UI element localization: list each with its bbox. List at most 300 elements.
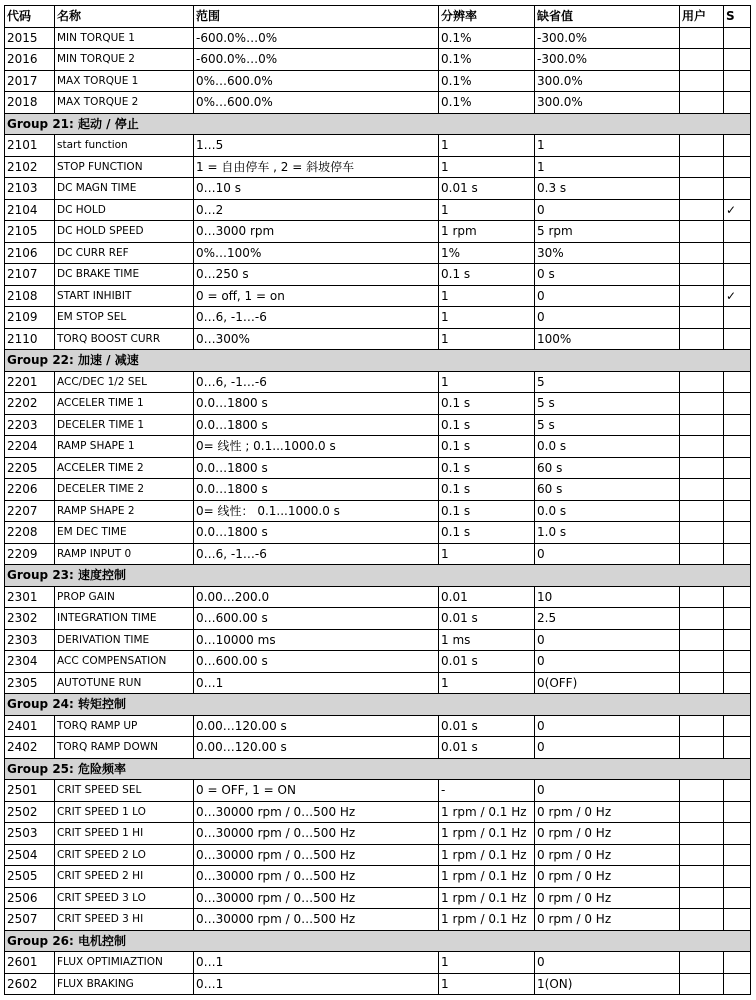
cell-code: 2016 — [5, 49, 55, 71]
cell-user — [680, 586, 724, 608]
cell-name: FLUX OPTIMIAZTION — [55, 952, 194, 974]
cell-default: 0 — [535, 651, 680, 673]
header-user: 用户 — [680, 6, 724, 28]
cell-s-check — [724, 522, 751, 544]
table-row — [5, 285, 751, 307]
cell-user — [680, 952, 724, 974]
cell-code: 2102 — [5, 156, 55, 178]
cell-default: 1.0 s — [535, 522, 680, 544]
cell-range: 1 = 自由停车 , 2 = 斜坡停车 — [194, 156, 439, 178]
cell-resolution: 0.01 s — [439, 715, 535, 737]
cell-code: 2103 — [5, 178, 55, 200]
cell-s-check — [724, 737, 751, 759]
cell-s-check — [724, 307, 751, 329]
cell-resolution: 0.01 s — [439, 737, 535, 759]
cell-user — [680, 457, 724, 479]
cell-name: CRIT SPEED SEL — [55, 780, 194, 802]
cell-code: 2301 — [5, 586, 55, 608]
cell-name: MAX TORQUE 2 — [55, 92, 194, 114]
parameter-table — [4, 5, 751, 995]
table-row — [5, 500, 751, 522]
cell-code: 2602 — [5, 973, 55, 995]
cell-range: 0…6, -1…-6 — [194, 543, 439, 565]
cell-user — [680, 285, 724, 307]
cell-range: 0…1 — [194, 672, 439, 694]
cell-resolution: 1 — [439, 371, 535, 393]
header-code: 代码 — [5, 6, 55, 28]
cell-default: 0 — [535, 737, 680, 759]
cell-s-check — [724, 393, 751, 415]
table-row — [5, 436, 751, 458]
cell-range: 0…6, -1…-6 — [194, 307, 439, 329]
cell-name: ACCELER TIME 2 — [55, 457, 194, 479]
cell-resolution: 0.1 s — [439, 500, 535, 522]
cell-resolution: 0.1 s — [439, 393, 535, 415]
cell-range: 0.0…1800 s — [194, 414, 439, 436]
cell-user — [680, 500, 724, 522]
cell-code: 2402 — [5, 737, 55, 759]
cell-range: 0.0…1800 s — [194, 522, 439, 544]
cell-s-check: ✓ — [724, 285, 751, 307]
cell-resolution: 1 — [439, 135, 535, 157]
cell-resolution: 0.1% — [439, 92, 535, 114]
cell-name: CRIT SPEED 1 LO — [55, 801, 194, 823]
header-s: S — [724, 6, 751, 28]
cell-default: 2.5 — [535, 608, 680, 630]
cell-s-check — [724, 651, 751, 673]
table-row — [5, 414, 751, 436]
cell-default: 0 rpm / 0 Hz — [535, 844, 680, 866]
cell-default: 0 rpm / 0 Hz — [535, 823, 680, 845]
cell-name: RAMP SHAPE 1 — [55, 436, 194, 458]
cell-default: 30% — [535, 242, 680, 264]
cell-name: DC MAGN TIME — [55, 178, 194, 200]
cell-resolution: 0.1 s — [439, 457, 535, 479]
cell-s-check — [724, 844, 751, 866]
cell-default: 0(OFF) — [535, 672, 680, 694]
cell-name: DERIVATION TIME — [55, 629, 194, 651]
cell-user — [680, 264, 724, 286]
cell-resolution: 1 — [439, 973, 535, 995]
cell-user — [680, 393, 724, 415]
table-row — [5, 221, 751, 243]
group-label: Group 22: 加速 / 减速 — [5, 350, 751, 372]
table-row — [5, 543, 751, 565]
cell-code: 2504 — [5, 844, 55, 866]
cell-name: TORQ RAMP DOWN — [55, 737, 194, 759]
table-row — [5, 178, 751, 200]
cell-name: STOP FUNCTION — [55, 156, 194, 178]
cell-s-check — [724, 909, 751, 931]
cell-default: 100% — [535, 328, 680, 350]
cell-name: CRIT SPEED 2 HI — [55, 866, 194, 888]
cell-code: 2601 — [5, 952, 55, 974]
table-row — [5, 264, 751, 286]
cell-range: 0…600.00 s — [194, 651, 439, 673]
cell-resolution: 1 — [439, 307, 535, 329]
cell-range: 0 = off, 1 = on — [194, 285, 439, 307]
table-row — [5, 522, 751, 544]
cell-s-check — [724, 586, 751, 608]
cell-user — [680, 737, 724, 759]
cell-code: 2505 — [5, 866, 55, 888]
cell-default: 10 — [535, 586, 680, 608]
cell-code: 2401 — [5, 715, 55, 737]
cell-range: 1…5 — [194, 135, 439, 157]
cell-range: -600.0%…0% — [194, 49, 439, 71]
cell-range: -600.0%…0% — [194, 27, 439, 49]
table-row — [5, 801, 751, 823]
cell-range: 0= 线性 ; 0.1...1000.0 s — [194, 436, 439, 458]
cell-code: 2205 — [5, 457, 55, 479]
cell-resolution: 1 — [439, 156, 535, 178]
cell-s-check — [724, 27, 751, 49]
cell-name: RAMP INPUT 0 — [55, 543, 194, 565]
cell-default: -300.0% — [535, 49, 680, 71]
cell-user — [680, 715, 724, 737]
cell-default: 300.0% — [535, 92, 680, 114]
cell-range: 0.00…120.00 s — [194, 715, 439, 737]
table-row — [5, 887, 751, 909]
cell-name: DC CURR REF — [55, 242, 194, 264]
cell-code: 2108 — [5, 285, 55, 307]
cell-name: DECELER TIME 1 — [55, 414, 194, 436]
cell-default: 5 s — [535, 393, 680, 415]
cell-user — [680, 414, 724, 436]
cell-code: 2101 — [5, 135, 55, 157]
cell-name: FLUX BRAKING — [55, 973, 194, 995]
cell-name: TORQ RAMP UP — [55, 715, 194, 737]
cell-name: CRIT SPEED 2 LO — [55, 844, 194, 866]
cell-s-check — [724, 672, 751, 694]
cell-resolution: 1 rpm / 0.1 Hz — [439, 887, 535, 909]
cell-code: 2503 — [5, 823, 55, 845]
cell-code: 2303 — [5, 629, 55, 651]
cell-name: start function — [55, 135, 194, 157]
table-row — [5, 672, 751, 694]
cell-s-check — [724, 49, 751, 71]
cell-code: 2204 — [5, 436, 55, 458]
cell-default: 0.0 s — [535, 500, 680, 522]
table-row — [5, 156, 751, 178]
cell-name: CRIT SPEED 1 HI — [55, 823, 194, 845]
cell-user — [680, 522, 724, 544]
table-row — [5, 780, 751, 802]
table-row — [5, 328, 751, 350]
cell-user — [680, 221, 724, 243]
cell-code: 2507 — [5, 909, 55, 931]
group-label: Group 23: 速度控制 — [5, 565, 751, 587]
cell-default: 0.3 s — [535, 178, 680, 200]
cell-code: 2206 — [5, 479, 55, 501]
cell-resolution: 0.01 s — [439, 651, 535, 673]
table-row — [5, 393, 751, 415]
cell-default: 5 rpm — [535, 221, 680, 243]
cell-user — [680, 672, 724, 694]
header-resolution: 分辨率 — [439, 6, 535, 28]
cell-user — [680, 608, 724, 630]
cell-s-check — [724, 242, 751, 264]
cell-code: 2208 — [5, 522, 55, 544]
cell-range: 0.00…200.0 — [194, 586, 439, 608]
cell-user — [680, 135, 724, 157]
cell-code: 2502 — [5, 801, 55, 823]
cell-s-check — [724, 952, 751, 974]
table-row — [5, 457, 751, 479]
table-row — [5, 92, 751, 114]
cell-code: 2201 — [5, 371, 55, 393]
cell-s-check — [724, 629, 751, 651]
cell-code: 2501 — [5, 780, 55, 802]
cell-name: DECELER TIME 2 — [55, 479, 194, 501]
table-row — [5, 909, 751, 931]
table-row — [5, 629, 751, 651]
cell-range: 0.0…1800 s — [194, 393, 439, 415]
group-header-row — [5, 930, 751, 952]
cell-name: INTEGRATION TIME — [55, 608, 194, 630]
cell-name: PROP GAIN — [55, 586, 194, 608]
cell-range: 0…1 — [194, 952, 439, 974]
table-row — [5, 199, 751, 221]
cell-range: 0%…100% — [194, 242, 439, 264]
cell-default: 0 — [535, 629, 680, 651]
cell-code: 2202 — [5, 393, 55, 415]
cell-resolution: 1% — [439, 242, 535, 264]
cell-user — [680, 328, 724, 350]
cell-resolution: 1 — [439, 199, 535, 221]
cell-user — [680, 844, 724, 866]
cell-default: 1 — [535, 156, 680, 178]
cell-s-check — [724, 780, 751, 802]
cell-range: 0%…600.0% — [194, 70, 439, 92]
cell-resolution: 1 rpm / 0.1 Hz — [439, 866, 535, 888]
cell-range: 0…600.00 s — [194, 608, 439, 630]
cell-name: ACC/DEC 1/2 SEL — [55, 371, 194, 393]
group-header-row — [5, 350, 751, 372]
group-label: Group 25: 危险频率 — [5, 758, 751, 780]
cell-default: 0 — [535, 199, 680, 221]
group-label: Group 21: 起动 / 停止 — [5, 113, 751, 135]
cell-code: 2302 — [5, 608, 55, 630]
cell-user — [680, 242, 724, 264]
cell-default: 1(ON) — [535, 973, 680, 995]
cell-range: 0…30000 rpm / 0…500 Hz — [194, 844, 439, 866]
cell-default: 0 — [535, 307, 680, 329]
cell-user — [680, 801, 724, 823]
cell-code: 2203 — [5, 414, 55, 436]
cell-resolution: 0.1% — [439, 70, 535, 92]
cell-name: AUTOTUNE RUN — [55, 672, 194, 694]
cell-s-check — [724, 70, 751, 92]
cell-resolution: 1 rpm / 0.1 Hz — [439, 844, 535, 866]
table-row — [5, 242, 751, 264]
table-row — [5, 307, 751, 329]
cell-resolution: 0.1 s — [439, 479, 535, 501]
cell-code: 2015 — [5, 27, 55, 49]
group-label: Group 24: 转矩控制 — [5, 694, 751, 716]
cell-user — [680, 70, 724, 92]
cell-s-check — [724, 866, 751, 888]
cell-user — [680, 479, 724, 501]
group-header-row — [5, 694, 751, 716]
cell-default: 0 rpm / 0 Hz — [535, 887, 680, 909]
cell-user — [680, 49, 724, 71]
cell-name: CRIT SPEED 3 LO — [55, 887, 194, 909]
cell-default: 0 rpm / 0 Hz — [535, 866, 680, 888]
cell-s-check — [724, 479, 751, 501]
cell-resolution: 0.1 s — [439, 436, 535, 458]
cell-code: 2109 — [5, 307, 55, 329]
cell-resolution: 0.01 s — [439, 608, 535, 630]
cell-range: 0…2 — [194, 199, 439, 221]
cell-default: 300.0% — [535, 70, 680, 92]
cell-code: 2506 — [5, 887, 55, 909]
cell-user — [680, 436, 724, 458]
cell-name: TORQ BOOST CURR — [55, 328, 194, 350]
cell-resolution: 1 rpm / 0.1 Hz — [439, 801, 535, 823]
header-default: 缺省值 — [535, 6, 680, 28]
cell-user — [680, 371, 724, 393]
table-row — [5, 737, 751, 759]
cell-s-check — [724, 414, 751, 436]
cell-user — [680, 651, 724, 673]
cell-resolution: - — [439, 780, 535, 802]
cell-name: DC HOLD SPEED — [55, 221, 194, 243]
cell-user — [680, 307, 724, 329]
cell-range: 0…10000 ms — [194, 629, 439, 651]
cell-name: EM DEC TIME — [55, 522, 194, 544]
cell-resolution: 1 rpm / 0.1 Hz — [439, 823, 535, 845]
cell-range: 0…250 s — [194, 264, 439, 286]
cell-resolution: 1 — [439, 952, 535, 974]
table-row — [5, 651, 751, 673]
cell-range: 0.0…1800 s — [194, 457, 439, 479]
cell-range: 0…1 — [194, 973, 439, 995]
cell-resolution: 0.1% — [439, 49, 535, 71]
cell-code: 2207 — [5, 500, 55, 522]
cell-resolution: 1 rpm — [439, 221, 535, 243]
cell-default: 0.0 s — [535, 436, 680, 458]
cell-user — [680, 543, 724, 565]
cell-resolution: 1 — [439, 672, 535, 694]
cell-code: 2018 — [5, 92, 55, 114]
cell-s-check — [724, 156, 751, 178]
cell-resolution: 0.1% — [439, 27, 535, 49]
cell-s-check — [724, 973, 751, 995]
cell-name: START INHIBIT — [55, 285, 194, 307]
cell-default: 0 — [535, 285, 680, 307]
table-row — [5, 608, 751, 630]
cell-range: 0.00…120.00 s — [194, 737, 439, 759]
table-row — [5, 952, 751, 974]
cell-name: RAMP SHAPE 2 — [55, 500, 194, 522]
cell-user — [680, 909, 724, 931]
cell-resolution: 1 — [439, 543, 535, 565]
table-row — [5, 49, 751, 71]
cell-user — [680, 156, 724, 178]
cell-resolution: 0.1 s — [439, 414, 535, 436]
cell-code: 2017 — [5, 70, 55, 92]
cell-code: 2106 — [5, 242, 55, 264]
table-row — [5, 823, 751, 845]
table-row — [5, 715, 751, 737]
cell-range: 0…30000 rpm / 0…500 Hz — [194, 823, 439, 845]
cell-default: 0 rpm / 0 Hz — [535, 801, 680, 823]
table-body — [5, 27, 751, 995]
cell-s-check — [724, 801, 751, 823]
cell-user — [680, 866, 724, 888]
cell-default: 0 s — [535, 264, 680, 286]
cell-range: 0…6, -1…-6 — [194, 371, 439, 393]
cell-range: 0…300% — [194, 328, 439, 350]
group-header-row — [5, 565, 751, 587]
cell-name: DC HOLD — [55, 199, 194, 221]
group-header-row — [5, 113, 751, 135]
cell-default: 0 rpm / 0 Hz — [535, 909, 680, 931]
cell-resolution: 1 — [439, 328, 535, 350]
cell-code: 2105 — [5, 221, 55, 243]
cell-range: 0…30000 rpm / 0…500 Hz — [194, 909, 439, 931]
cell-resolution: 1 rpm / 0.1 Hz — [439, 909, 535, 931]
cell-code: 2107 — [5, 264, 55, 286]
table-row — [5, 973, 751, 995]
cell-s-check — [724, 715, 751, 737]
cell-user — [680, 823, 724, 845]
table-row — [5, 70, 751, 92]
cell-default: 60 s — [535, 479, 680, 501]
cell-resolution: 0.01 s — [439, 178, 535, 200]
cell-s-check — [724, 608, 751, 630]
cell-s-check — [724, 221, 751, 243]
cell-code: 2209 — [5, 543, 55, 565]
cell-default: 0 — [535, 715, 680, 737]
cell-user — [680, 27, 724, 49]
cell-s-check — [724, 543, 751, 565]
cell-range: 0…3000 rpm — [194, 221, 439, 243]
cell-range: 0.0…1800 s — [194, 479, 439, 501]
cell-user — [680, 887, 724, 909]
cell-default: 1 — [535, 135, 680, 157]
cell-resolution: 0.1 s — [439, 264, 535, 286]
header-name: 名称 — [55, 6, 194, 28]
group-label: Group 26: 电机控制 — [5, 930, 751, 952]
cell-range: 0 = OFF, 1 = ON — [194, 780, 439, 802]
cell-s-check: ✓ — [724, 199, 751, 221]
table-row — [5, 135, 751, 157]
cell-name: MIN TORQUE 1 — [55, 27, 194, 49]
cell-s-check — [724, 457, 751, 479]
cell-s-check — [724, 328, 751, 350]
cell-name: MIN TORQUE 2 — [55, 49, 194, 71]
cell-user — [680, 199, 724, 221]
cell-default: 0 — [535, 780, 680, 802]
table-row — [5, 866, 751, 888]
cell-range: 0%…600.0% — [194, 92, 439, 114]
table-row — [5, 844, 751, 866]
cell-user — [680, 629, 724, 651]
cell-range: 0…30000 rpm / 0…500 Hz — [194, 801, 439, 823]
cell-user — [680, 178, 724, 200]
cell-resolution: 0.1 s — [439, 522, 535, 544]
cell-range: 0…10 s — [194, 178, 439, 200]
table-row — [5, 371, 751, 393]
cell-user — [680, 92, 724, 114]
cell-user — [680, 973, 724, 995]
cell-default: 0 — [535, 952, 680, 974]
cell-s-check — [724, 92, 751, 114]
cell-resolution: 1 — [439, 285, 535, 307]
cell-default: 5 s — [535, 414, 680, 436]
